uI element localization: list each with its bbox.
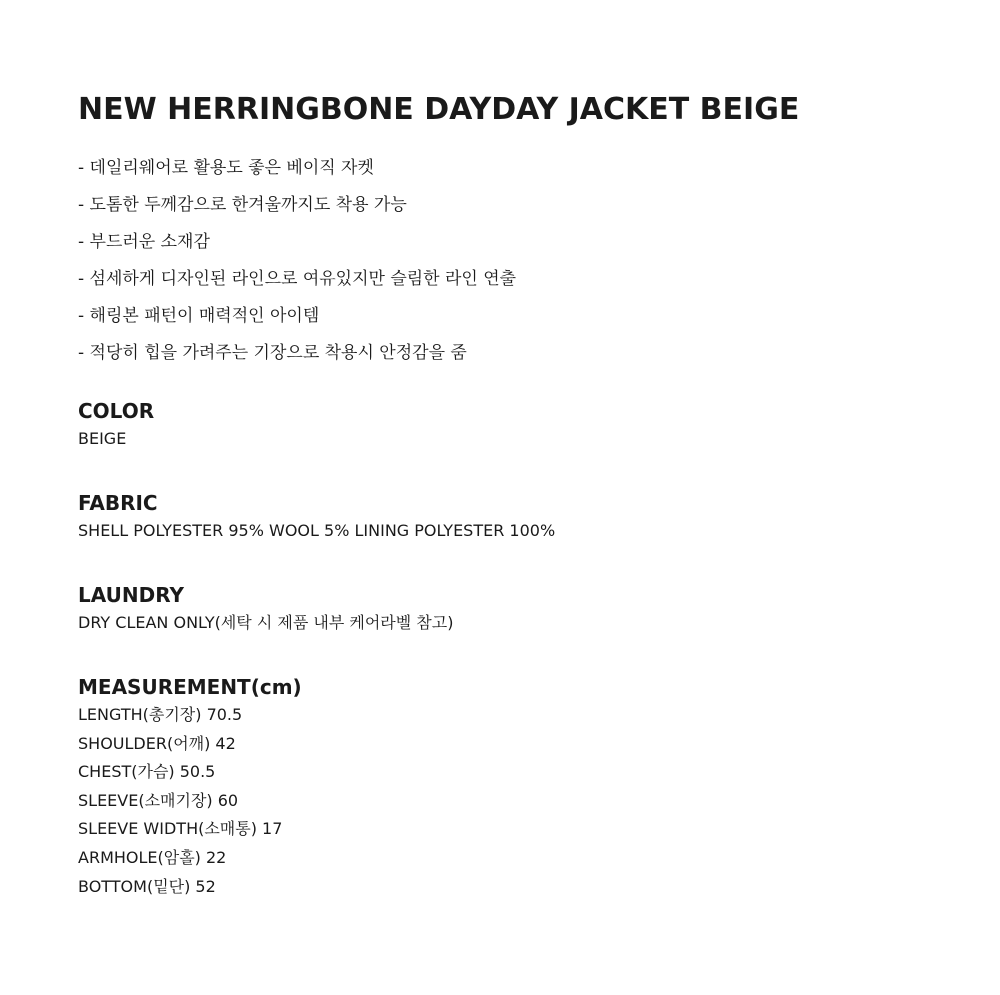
color-heading: COLOR — [78, 399, 155, 423]
laundry-value: DRY CLEAN ONLY(세탁 시 제품 내부 케어라벨 참고) — [78, 613, 454, 632]
laundry-heading: LAUNDRY — [78, 583, 184, 607]
feature-item: - 해링본 패턴이 매력적인 아이템 — [78, 306, 320, 326]
color-section — [78, 397, 154, 453]
color-value: BEIGE — [78, 429, 127, 448]
feature-list — [78, 150, 516, 372]
fabric-section — [78, 489, 555, 545]
measurement-item: ARMHOLE(암홀) 22 — [78, 847, 227, 867]
measurement-item: CHEST(가슴) 50.5 — [78, 762, 216, 782]
measurement-item: SLEEVE WIDTH(소매통) 17 — [78, 819, 283, 839]
measurement-item: BOTTOM(밑단) 52 — [78, 876, 216, 896]
measurement-heading: MEASUREMENT(cm) — [78, 675, 302, 699]
feature-item: - 도톰한 두께감으로 한겨울까지도 착용 가능 — [78, 195, 407, 215]
measurement-item: LENGTH(총기장) 70.5 — [78, 705, 243, 724]
product-title: NEW HERRINGBONE DAYDAY JACKET BEIGE — [78, 92, 800, 127]
feature-item: - 적당히 힙을 가려주는 기장으로 착용시 안정감을 줌 — [78, 343, 467, 363]
fabric-heading: FABRIC — [78, 491, 158, 515]
feature-item: - 부드러운 소재감 — [78, 232, 210, 252]
measurement-section — [78, 673, 302, 901]
fabric-value: SHELL POLYESTER 95% WOOL 5% LINING POLYESTER 100% — [78, 521, 556, 540]
feature-item: - 데일리웨어로 활용도 좋은 베이직 자켓 — [78, 158, 374, 178]
measurement-item: SLEEVE(소매기장) 60 — [78, 790, 239, 810]
measurement-item: SHOULDER(어깨) 42 — [78, 733, 236, 753]
measurement-list — [78, 701, 302, 901]
feature-item: - 섬세하게 디자인된 라인으로 여유있지만 슬림한 라인 연출 — [78, 269, 517, 289]
laundry-section — [78, 581, 453, 637]
